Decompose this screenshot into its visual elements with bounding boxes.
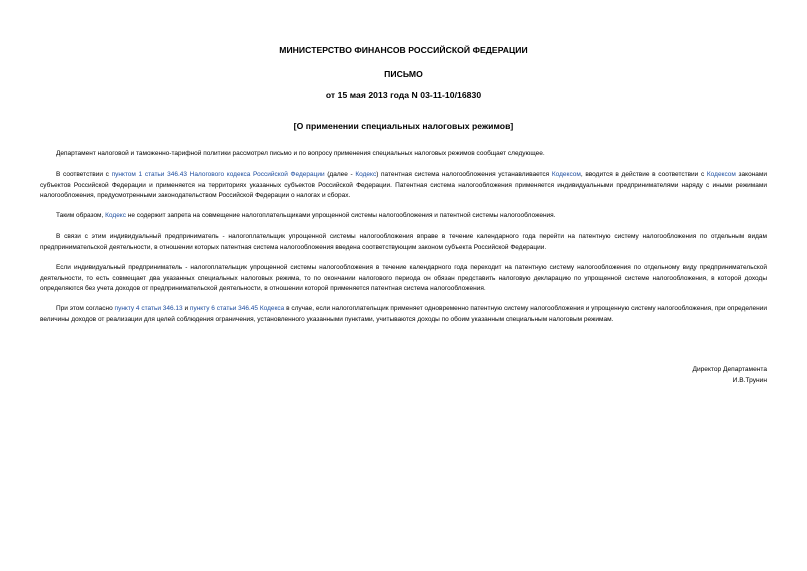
ministry-heading: МИНИСТЕРСТВО ФИНАНСОВ РОССИЙСКОЙ ФЕДЕРАЦИИ	[279, 45, 528, 55]
paragraph-6	[40, 304, 767, 325]
link-code[interactable]: Кодексом	[551, 171, 581, 178]
text-segment: законами субъектов Российской Федерации и применяется на территориях указанных субъектов Российской Федерации. Патентная система налогообложения применяется индивидуальными предпринимателями наряду с иными режимами налогообложения, предусмотренными законодательством Российской Федерации о налогах и сборах.	[40, 171, 767, 200]
document-type-heading: ПИСЬМО	[384, 69, 423, 79]
text-segment: ) патентная система налогообложения устанавливается	[376, 171, 552, 178]
paragraph-1	[40, 149, 767, 160]
link-code[interactable]: Кодекс	[355, 171, 377, 178]
text-segment: и	[182, 305, 190, 312]
signature-name: И.В.Трунин	[732, 377, 767, 384]
link-code[interactable]: Кодекс	[105, 212, 126, 219]
link-article-346-45[interactable]: пункту 6 статьи 346.45 Кодекса	[189, 305, 285, 312]
subject-heading: [О применении специальных налоговых режимов]	[293, 121, 514, 131]
paragraph-3	[40, 211, 767, 222]
text-segment: в случае, если налогоплательщик применяет одновременно патентную систему налогообложения и упрощенную систему налогообложения, при определении величины доходов от реализации для целей соблюдения ограничения, установленного указанными пунктами, учитываются доходы по обоим указанным специальным налоговым режимам.	[40, 305, 767, 323]
paragraph-4-text: В связи с этим индивидуальный предприниматель - налогоплательщик упрощенной системы налогообложения вправе в течение календарного года перейти на патентную систему налогообложения по отдельным видам предпринимательской деятельности, в отношении которых патентная система налогообложения введена соответствующим законом субъекта Российской Федерации.	[40, 233, 767, 251]
text-segment: , вводится в действие в соответствии с	[580, 171, 707, 178]
date-number-heading: от 15 мая 2013 года N 03-11-10/16830	[325, 90, 482, 100]
text-segment: не содержит запрета на совмещение налогоплательщиками упрощенной системы налогообложения и патентной системы налогообложения.	[125, 212, 556, 219]
link-code[interactable]: Кодексом	[706, 171, 736, 178]
paragraph-5	[40, 263, 767, 295]
text-segment: Таким образом,	[56, 212, 106, 219]
link-article-346-13[interactable]: пункту 4 статьи 346.13	[114, 305, 183, 312]
signature-title: Директор Департамента	[692, 366, 767, 373]
text-segment: В соответствии с	[56, 171, 112, 178]
paragraph-3-text	[40, 211, 767, 222]
paragraph-5-text: Если индивидуальный предприниматель - налогоплательщик упрощенной системы налогообложения в течение календарного года переходит на патентную систему налогообложения по отдельному виду предпринимательской деятельности, то есть совмещает два указанных специальных налоговых режима, то по окончании налогового периода он обязан представить налоговую декларацию по упрощенной системе налогообложения, в которой доходы определяются без учета доходов от предпринимательской деятельности, в отношении которой применяется патентная система налогообложения.	[40, 264, 767, 293]
paragraph-2	[40, 170, 767, 202]
paragraph-6-text	[40, 304, 767, 325]
paragraph-1-text: Департамент налоговой и таможенно-тарифной политики рассмотрел письмо и по вопросу применения специальных налоговых режимов сообщает следующее.	[56, 150, 545, 157]
paragraph-2-text	[40, 170, 767, 202]
text-segment: При этом согласно	[56, 305, 115, 312]
link-article-346-43[interactable]: пунктом 1 статьи 346.43 Налогового кодекса Российской Федерации	[111, 171, 325, 178]
text-segment: (далее -	[324, 171, 356, 178]
paragraph-4	[40, 232, 767, 253]
